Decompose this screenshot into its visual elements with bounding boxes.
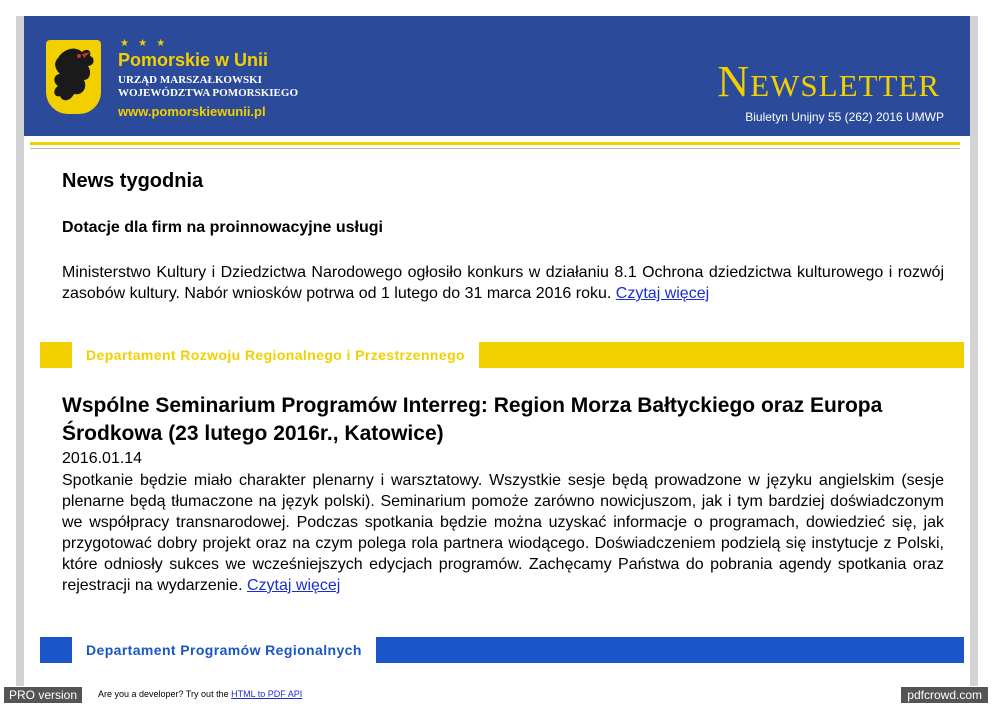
department-bar-regional-programs bbox=[40, 637, 964, 663]
html-to-pdf-link[interactable]: HTML to PDF API bbox=[231, 689, 303, 699]
read-more-link[interactable]: Czytaj więcej bbox=[246, 577, 341, 594]
newsletter-header bbox=[24, 16, 970, 136]
pdf-footer bbox=[0, 686, 992, 704]
newsletter-title: Newsletter bbox=[717, 57, 940, 106]
article-paragraph bbox=[62, 262, 944, 304]
seminar-title: Wspólne Seminarium Programów Interreg: Region Morza Bałtyckiego oraz Europa Środkowa (23 lutego 2016r., Katowice) bbox=[62, 394, 883, 445]
read-more-link[interactable]: Czytaj więcej bbox=[615, 285, 710, 302]
seminar-paragraph bbox=[62, 470, 944, 596]
brand-office-line: URZĄD MARSZAŁKOWSKI bbox=[118, 74, 262, 86]
brand-title: Pomorskie w Unii bbox=[118, 50, 269, 70]
article-title: Dotacje dla firm na proinnowacyjne usługi bbox=[62, 219, 383, 236]
seminar-text: Spotkanie będzie miało charakter plenarny i warsztatowy. Wszystkie sesje będą prowadzone w języku angielskim (sesje plenarne będą tłumaczone na język polski). Seminarium pomoże zarówno nowicjuszom, jak i tym bardziej doświadczonym we współpracy transnarodowej. Podczas spotkania będzie można uzyskać informacje o programach, dowiedzieć się, jak przygotować dobry projekt oraz na czym polega rola partnera wiodącego. Doświadczeniem podzielą się instytucje z Polski, które odniosły sukces we wcześniejszych edycjach programów. Zachęcamy Państwa do pobrania agendy spotkania oraz rejestracji na wydarzenie. bbox=[62, 472, 944, 594]
developer-promo-text: Are you a developer? Try out the bbox=[98, 689, 229, 699]
brand-url-link[interactable]: www.pomorskiewunii.pl bbox=[118, 104, 266, 119]
brand-region-line: WOJEWÓDZTWA POMORSKIEGO bbox=[118, 87, 298, 99]
header-divider-shadow bbox=[30, 148, 960, 149]
eu-stars-icon: ★ ★ ★ bbox=[120, 38, 169, 49]
header-divider bbox=[30, 142, 960, 145]
article-text: Ministerstwo Kultury i Dziedzictwa Narodowego ogłosiło konkurs w działaniu 8.1 Ochrona dziedzictwa kulturowego i rozwój zasobów kultury. Nabór wniosków potrwa od 1 lutego do 31 marca 2016 roku. bbox=[62, 264, 944, 302]
developer-promo bbox=[98, 689, 302, 699]
section-title: News tygodnia bbox=[62, 170, 204, 192]
pro-version-badge: PRO version bbox=[4, 687, 82, 703]
bulletin-issue: Biuletyn Unijny 55 (262) 2016 UMWP bbox=[745, 110, 944, 124]
department-label[interactable]: Departament Rozwoju Regionalnego i Przestrzennego bbox=[72, 342, 479, 368]
seminar-date: 2016.01.14 bbox=[62, 450, 143, 467]
pdfcrowd-badge[interactable]: pdfcrowd.com bbox=[901, 687, 988, 703]
department-bar-regional-development bbox=[40, 342, 964, 368]
department-label[interactable]: Departament Programów Regionalnych bbox=[72, 637, 376, 663]
griffin-crest-icon bbox=[46, 40, 101, 114]
